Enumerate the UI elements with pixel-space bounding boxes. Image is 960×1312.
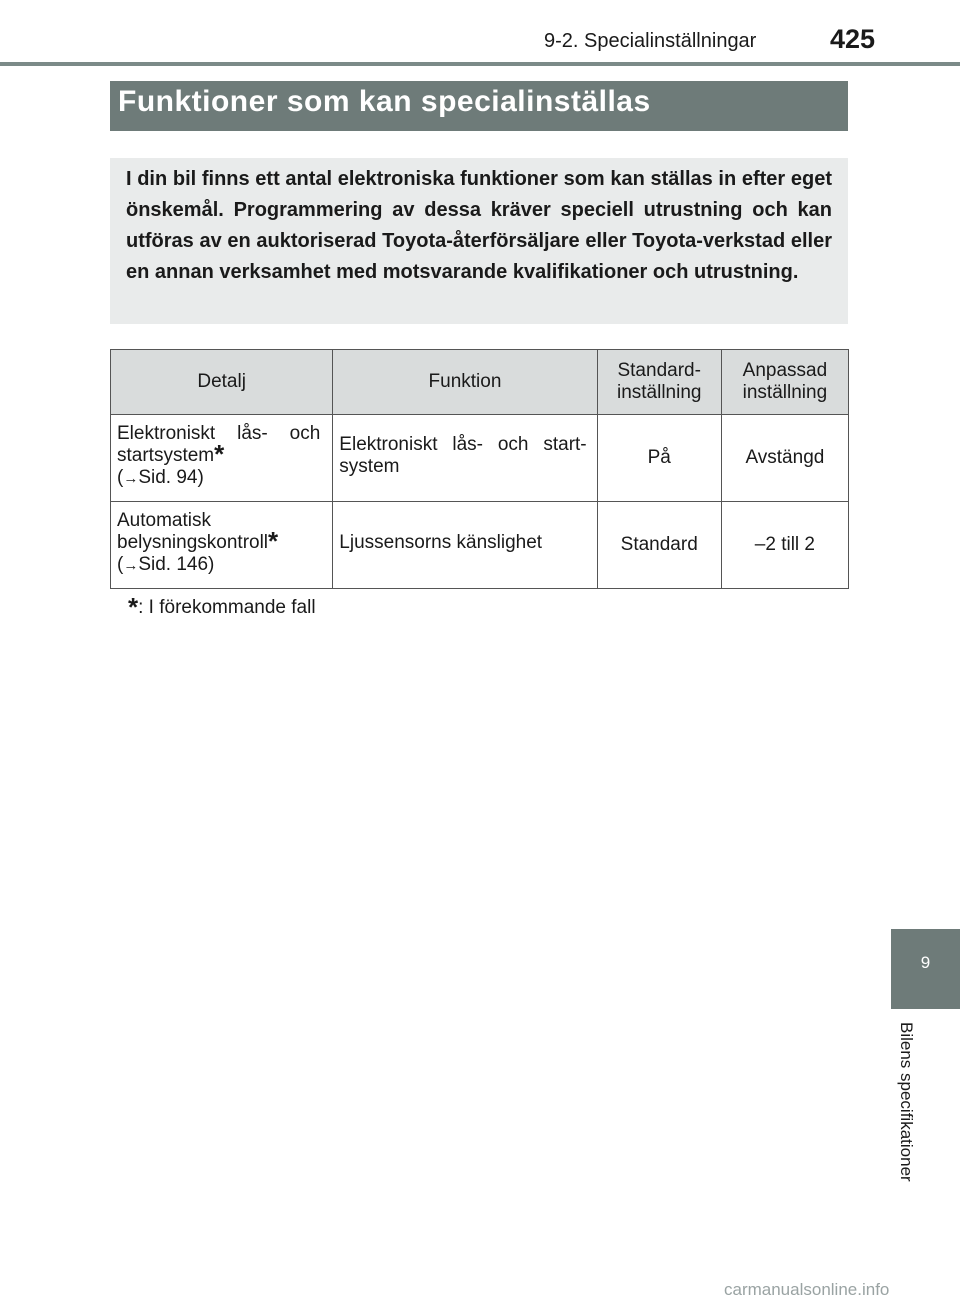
- asterisk-icon: *: [214, 438, 225, 469]
- row-standard: På: [597, 415, 721, 502]
- page-reference: Sid. 146): [138, 553, 215, 575]
- header-detail: [111, 350, 333, 415]
- section-title: 9-2. Specialinställningar: [544, 30, 757, 52]
- row-custom: –2 till 2: [721, 502, 848, 589]
- footnote: [128, 592, 316, 622]
- settings-table: [110, 349, 849, 589]
- footnote-text: : I förekommande fall: [138, 597, 316, 618]
- row-function: Elektroniskt lås- och start-system: [333, 415, 597, 502]
- page-reference: Sid. 94): [138, 466, 204, 488]
- intro-box: [110, 158, 848, 324]
- row-detail: [111, 415, 333, 502]
- row-function: Ljussensorns känslighet: [333, 502, 597, 589]
- ref-open: (: [117, 466, 124, 488]
- row-custom: Avstängd: [721, 415, 848, 502]
- chapter-label: Bilens specifikationer: [897, 1022, 916, 1182]
- chapter-label-wrap: [896, 1022, 920, 1212]
- header-detail-label: Detalj: [197, 371, 246, 392]
- intro-text: I din bil finns ett antal elektroniska funktioner som kan ställas in efter eget önskemål. Programmering av dessa kräver speciell utrustning och kan utföras av en auktoriserad Toyota-återförsäljare eller Toyota-verkstad eller en annan verksamhet med motsvarande kvalifikationer och utrustning.: [126, 168, 832, 283]
- chapter-tab: [891, 929, 960, 1009]
- watermark: carmanualsonline.info: [724, 1280, 890, 1299]
- section-banner-title: Funktioner som kan specialinställas: [118, 85, 651, 118]
- header-standard-line2: inställning: [616, 382, 702, 403]
- header-standard-line1: Standard-: [617, 360, 701, 381]
- table-header-row: [111, 350, 849, 415]
- header-function: [333, 350, 597, 415]
- chapter-number: 9: [920, 953, 931, 972]
- section-banner: [110, 81, 848, 131]
- row-detail-name: Elektroniskt lås- och startsystem: [117, 422, 321, 466]
- header-standard: [597, 350, 721, 415]
- header-rule: [0, 62, 960, 66]
- header-custom: [721, 350, 848, 415]
- asterisk-icon: *: [128, 592, 139, 622]
- row-detail: [111, 502, 333, 589]
- asterisk-icon: *: [268, 525, 279, 556]
- header-custom-line1: Anpassad: [742, 360, 828, 381]
- ref-open: (: [117, 553, 124, 575]
- page-number: 425: [830, 24, 876, 54]
- row-standard: Standard: [597, 502, 721, 589]
- table-row: [111, 502, 849, 589]
- arrow-right-icon: →: [123, 469, 139, 487]
- arrow-right-icon: →: [123, 556, 139, 574]
- table-row: [111, 415, 849, 502]
- header-function-label: Funktion: [428, 371, 502, 392]
- header-custom-line2: inställning: [742, 382, 828, 403]
- row-detail-name: Automatisk belysningskontroll: [117, 509, 269, 553]
